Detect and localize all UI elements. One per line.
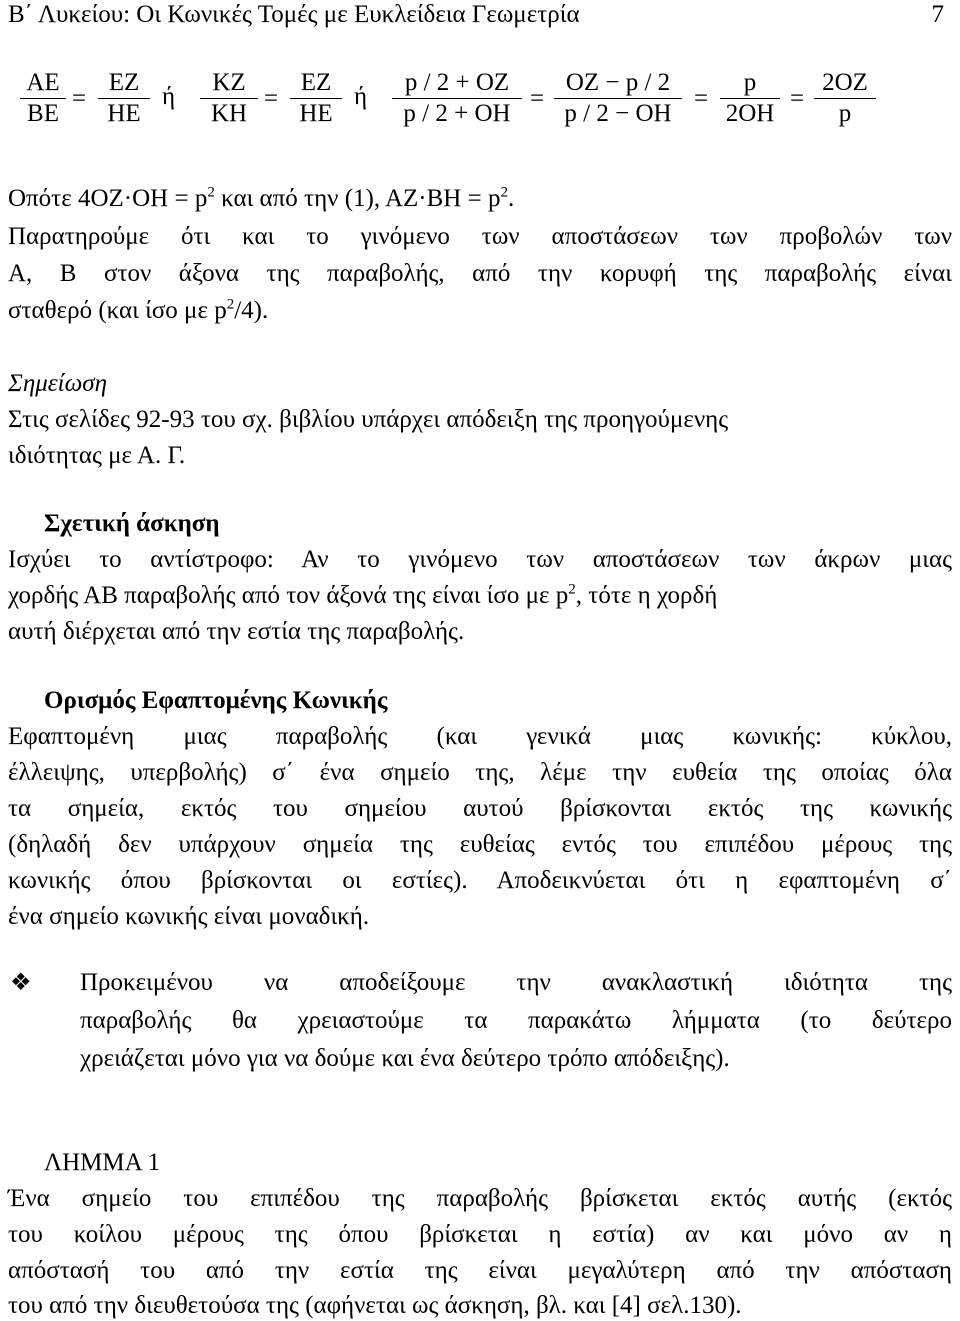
paragraph-line: σταθερό (και ίσο με $p^2/4$).	[8, 296, 269, 324]
definition-line: Εφαπτομένη μιας παραβολής (και γενικά μιας κωνικής: κύκλου,	[8, 723, 952, 750]
fraction-ez-he-2: $\frac{EZ}{HE}$	[290, 68, 342, 129]
lemma-line: απόστασή του από την εστία της είναι μεγαλύτερη από την απόσταση	[8, 1257, 952, 1284]
bullet-line: χρειάζεται μόνο για να δούμε και ένα δεύτερο τρόπο απόδειξης).	[80, 1045, 730, 1072]
definition-line: έλλειψης, υπερβολής) σ΄ ένα σημείο της, λέμε την ευθεία της οποίας όλα	[8, 759, 952, 786]
exercise-title: Σχετική άσκηση	[44, 510, 220, 537]
bullet-line: παραβολής θα χρειαστούμε τα παρακάτω λήμματα (το δεύτερο	[80, 1007, 952, 1034]
paragraph-line: Οπότε $4OZ\cdot OH = p^2$ και από την (1), $AZ\cdot BH = p^2$.	[8, 184, 515, 212]
header-title: Β΄ Λυκείου: Οι Κωνικές Τομές με Ευκλείδεια Γεωμετρία	[8, 1, 580, 28]
bullet-line: Προκειμένου να αποδείξουμε την ανακλαστική ιδιότητα της	[80, 969, 952, 996]
lemma-title: ΛΗΜΜΑ 1	[44, 1149, 161, 1176]
fraction-oz-p2: $\frac{OZ - p / 2}{p / 2 - OH}$	[554, 68, 682, 129]
definition-line: ένα σημείο κωνικής είναι μοναδική.	[8, 903, 370, 930]
fraction-p-2oh: $\frac{p}{2OH}$	[720, 68, 780, 129]
exercise-line: Ισχύει το αντίστροφο: Αν το γινόμενο των αποστάσεων των άκρων μιας	[8, 546, 952, 573]
equals-sign: =	[694, 85, 709, 112]
definition-line: (δηλαδή δεν υπάρχουν σημεία της ευθείας εντός του επιπέδου μέρους της	[8, 831, 952, 858]
lemma-line: του από την διευθετούσα της (αφήνεται ως άσκηση, βλ. και [4] σελ.130).	[8, 1292, 742, 1319]
fraction-2oz-p: $\frac{2OZ}{p}$	[814, 68, 876, 129]
equals-sign: =	[530, 85, 545, 112]
equals-sign: =	[264, 85, 279, 112]
equals-sign: =	[790, 85, 805, 112]
or-word: ή	[354, 83, 368, 110]
fraction-ez-he: $\frac{EZ}{HE}$	[98, 68, 150, 129]
lemma-line: του κοίλου μέρους της όπου βρίσκεται η εστία) αν και μόνο αν η	[8, 1221, 952, 1248]
fraction-ae-be: $\frac{AE}{BE}$	[20, 68, 66, 129]
exercise-line: αυτή διέρχεται από την εστία της παραβολής.	[8, 618, 465, 645]
note-title: Σημείωση	[8, 370, 107, 397]
paragraph-line: Παρατηρούμε ότι και το γινόμενο των αποστάσεων των προβολών των	[8, 223, 952, 250]
note-line: ιδιότητας με Α. Γ.	[8, 442, 186, 469]
definition-title: Ορισμός Εφαπτομένης Κωνικής	[44, 687, 388, 714]
lemma-line: Ένα σημείο του επιπέδου της παραβολής βρίσκεται εκτός αυτής (εκτός	[8, 1185, 952, 1212]
or-word: ή	[162, 83, 176, 110]
page-number: 7	[931, 1, 944, 28]
exercise-line: χορδής ΑΒ παραβολής από τον άξονά της είναι ίσο με $p^2$, τότε η χορδή	[8, 581, 718, 609]
note-line: Στις σελίδες 92-93 του σχ. βιβλίου υπάρχει απόδειξη της προηγούμενης	[8, 406, 729, 433]
fraction-kz-kh: $\frac{KZ}{KH}$	[200, 68, 258, 129]
definition-line: κωνικής όπου βρίσκονται οι εστίες). Αποδεικνύεται ότι η εφαπτομένη σ΄	[8, 867, 952, 894]
paragraph-line: Α, Β στον άξονα της παραβολής, από την κορυφή της παραβολής είναι	[8, 260, 952, 287]
bullet-diamond-icon: ❖	[10, 970, 32, 996]
page-header	[8, 0, 944, 30]
fraction-p2-oz: $\frac{p / 2 + OZ}{p / 2 + OH}$	[392, 68, 522, 129]
equals-sign: =	[72, 85, 87, 112]
definition-line: τα σημεία, εκτός του σημείου αυτού βρίσκονται εκτός της κωνικής	[8, 795, 952, 822]
